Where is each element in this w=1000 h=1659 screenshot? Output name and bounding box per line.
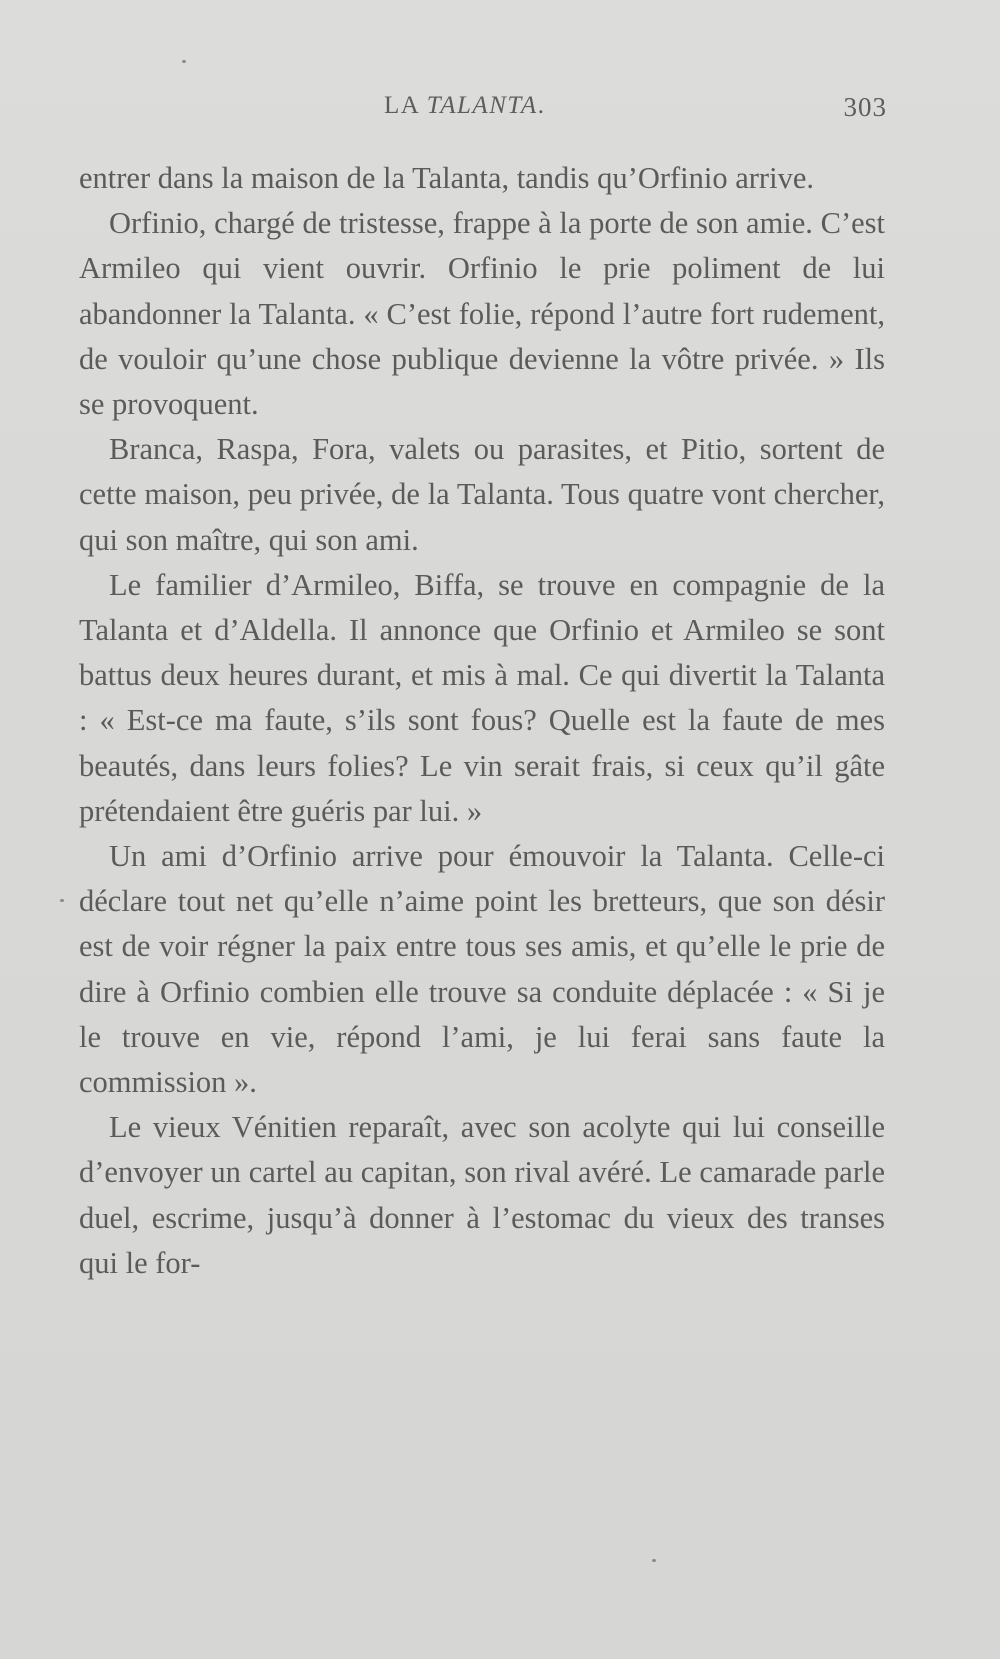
paragraph: entrer dans la maison de la Talanta, tandis qu’Orfinio arrive. bbox=[79, 161, 814, 195]
paragraph: Branca, Raspa, Fora, valets ou parasites, et Pitio, sortent de cette maison, peu privée, de la Talanta. Tous quatre vont chercher, qui son maître, qui son ami. bbox=[79, 432, 885, 557]
body-text bbox=[79, 156, 885, 1286]
paper-speck bbox=[182, 60, 186, 63]
running-title-suffix: . bbox=[537, 92, 546, 119]
paper-speck bbox=[60, 899, 64, 902]
running-title-italic: TALANTA bbox=[426, 92, 538, 119]
running-title bbox=[384, 92, 545, 120]
page-number: 303 bbox=[843, 92, 887, 122]
running-title-prefix: LA bbox=[384, 92, 427, 119]
running-head bbox=[82, 92, 887, 128]
paper-speck bbox=[652, 1559, 656, 1562]
paragraph: Un ami d’Orfinio arrive pour émouvoir la Talanta. Celle-ci déclare tout net qu’elle n’aime point les bretteurs, que son désir est de voir régner la paix entre tous ses amis, et qu’elle le prie de dire à Orfinio combien elle trouve sa conduite déplacée : « Si je le trouve en vie, répond l’ami, je lui ferai sans faute la commission ». bbox=[79, 839, 885, 1100]
paragraph: Le vieux Vénitien reparaît, avec son acolyte qui lui conseille d’envoyer un cartel au capitan, son rival avéré. Le camarade parle duel, escrime, jusqu’à donner à l’estomac du vieux des transes qui le for- bbox=[79, 1110, 885, 1280]
paragraph: Orfinio, chargé de tristesse, frappe à la porte de son amie. C’est Armileo qui vient ouvrir. Orfinio le prie poliment de lui abandonner la Talanta. « C’est folie, répond l’autre fort rudement, de vouloir qu’une chose publique devienne la vôtre privée. » Ils se provoquent. bbox=[79, 206, 885, 422]
paragraph: Le familier d’Armileo, Biffa, se trouve en compagnie de la Talanta et d’Aldella. Il annonce que Orfinio et Armileo se sont battus deux heures durant, et mis à mal. Ce qui divertit la Talanta : « Est-ce ma faute, s’ils sont fous? Quelle est la faute de mes beautés, dans leurs folies? Le vin serait frais, si ceux qu’il gâte prétendaient être guéris par lui. » bbox=[79, 567, 885, 828]
